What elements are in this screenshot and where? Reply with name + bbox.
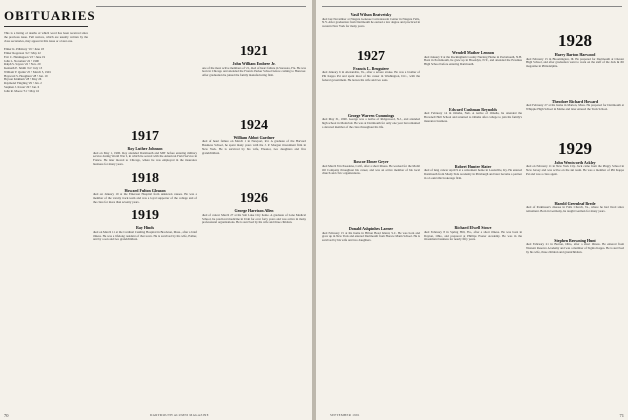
obituary-text: died March 8 in Pasadena, Calif., after a short illness. He worked for the Mobil Oil Company throughout his career, and was an active member of his local church and civic organizations. <box>322 163 420 176</box>
roster-item: Elmer K. Pillsbury '19 • June 18 <box>4 47 44 52</box>
year-heading-1921: 1921 <box>240 44 268 59</box>
roster-column <box>4 32 88 407</box>
obituary-text: died of heart failure on March 1 in Newport, R.I. A graduate of the Harvard Business School, he spent many years with the J. P. Morgan investment firm in New York. He is survived by his wife, Eleanor, two daughters and five grandchildren. <box>202 139 306 155</box>
obituary-text: died February 14 in Omaha, Neb. A native of Omaha, he attended the Brownell Hall School and returned to Omaha after college to join his family's insurance business. <box>424 111 522 123</box>
roster-item: Elmer Rogerson '22 • May 22 <box>4 51 41 55</box>
obituary-text: died on January 19 at the Emerson Hospital from unknown causes. He was a member of the varsity track team and was a loyal supporter of the college and of the class for more than seventy years. <box>93 192 197 204</box>
right-column-one <box>322 10 420 407</box>
year-heading-1919: 1919 <box>131 208 159 224</box>
obituary-name: George Harrison Allen <box>234 208 274 214</box>
roster-item: Hayward S. Houghton '28 • Jan. 19 <box>4 73 48 78</box>
obituary-text: one of the most active members of '21, died of heart failure in Sarasota, Fla. He was born in Chicago and attended the Francis Parker School before coming to Hanover. After graduation he joined the family manufacturing firm. <box>202 65 306 77</box>
obituary-name: Howard Fulton Gleason <box>124 187 166 193</box>
column-three <box>202 40 306 407</box>
roster-item: John R. Moore '31 • May 16 <box>4 88 40 93</box>
obituary-text: died January 6 in Alexandria, Va., after a severe stroke. He was a brother of Phi Kappa Psi and spent most of his career in Washington, D.C., with the federal government. He leaves his wife and two sons. <box>322 70 420 82</box>
obituary-name: Donald Ashpinhes Larner <box>348 226 394 231</box>
obituary-text: died on February 11 in New York City. Jack came from the Pingry School in New Jersey and was active on the ski team. He was a member of Phi Kappa Psi and was a class agent. <box>526 164 624 176</box>
obituary-name: William Abbot Gardner <box>233 134 275 140</box>
top-rule <box>322 6 622 7</box>
obituary-name: Vasil Wilson Bratvetsky <box>350 12 392 17</box>
obituary-name: Theodore Richard Howard <box>551 98 599 104</box>
roster-item: John L. Noroman '22 • 1990 <box>4 58 39 63</box>
obituary-text: died on May 1, 1990. Roy attended Dartmouth and MIT before entering military service during World War I, in which he served with the American Field Service in France. He later moved to Chicago, where he was employed in the insurance business for many years. <box>93 150 197 166</box>
roster-item: Stephen J. Kwan '29 • Jan. 6 <box>4 84 40 89</box>
year-heading-1924: 1924 <box>240 117 268 133</box>
obituary-name: Harry Barton Harwood <box>554 52 596 57</box>
obituary-text: died February 27 at his home in Marion, Mass. He prepared for Dartmouth at Whipple High School in Maine and later entered the Tuck School. <box>526 103 624 111</box>
year-heading-1926: 1926 <box>240 191 268 207</box>
roster-item: Raymond Yingling '29 • Jan. 2 <box>4 81 42 85</box>
year-heading-1917: 1917 <box>131 129 159 144</box>
obituary-text: died last November at Niagara Genesee Convalescent Center in Niagara Falls, N.Y. After graduation from Dartmouth he earned a law degree and practiced in western New York for many years. <box>322 16 420 28</box>
obituary-text: died of cancer March 27 at his Salt Lake City home. A graduate of Lane Medical School, he practiced medicine in Utah for over forty years and was active in many professional organizations. He is survived by his wife and three children. <box>202 212 306 225</box>
year-heading-1928: 1928 <box>558 31 592 50</box>
roster-item: Eric C. Hanmugson '23 • June 19 <box>4 54 46 59</box>
obituary-text: died of Parkinson's disease in Falls Church, Va., where he had lived since retirement. Born in Germany, he taught German for many years. <box>526 205 624 213</box>
obituary-name: George Warren Cummings <box>347 112 395 118</box>
column-two <box>93 125 197 407</box>
footer-magazine: DARTMOUTH ALUMNI MAGAZINE <box>150 413 209 417</box>
obituary-name: Wendell Mather Lennon <box>452 50 494 55</box>
page-number-left: 70 <box>4 413 9 418</box>
intro-text: This is a listing of deaths of which word has been received since the previous issue. Full notices, which are usually written by the class secretaries, may appear in this issue or a later one. <box>4 32 88 43</box>
roster-item: William Y. Quinn '25 • March 5, 1991 <box>4 69 51 74</box>
obituary-text: died February 8 in Spring Hill, Fla., after a short illness. He was born in Dayton, Ohio, and prepared at Phillips Exeter Academy. He was in the investment business for nearly fifty years. <box>424 229 522 242</box>
obituary-name: John William Embree Jr. <box>232 61 276 66</box>
obituary-name: Roscoe Elmer Geyer <box>353 159 389 165</box>
section-title: OBITUARIES <box>4 8 96 23</box>
obituary-text: died February 15 at his home in Hilton Head Island, S.C. He was born and grew up in New York and entered Dartmouth from Horace Mann School. He is survived by his wife and two daughters. <box>322 230 420 242</box>
obituary-text: died February 15 in Bloomington, Ill. He prepared for Dartmouth at Chester High School, and after graduation went to work on the staff of the Jack & Jill magazine in Philadelphia. <box>526 56 624 68</box>
roster-item: Bryson Kirkham '28 • May 26 <box>4 77 42 82</box>
title-rule <box>4 26 88 27</box>
obituary-text: died January 9 at the Rockingham County Nursing Home in Portsmouth, N.H. Born in Portsmouth, he grew up in Brooklyn, N.Y., and attended the Erasmus High School before entering Dartmouth. <box>424 54 522 66</box>
right-page <box>316 0 628 420</box>
obituary-text: died of lung cancer April 9 at a retirement home in Louisville, Ky. He entered Dartmouth from Shady Side Academy in Pittsburgh and later became a partner in a Louisville brokerage firm. <box>424 168 522 180</box>
obituary-name: Edward Cushman Reynolds <box>448 106 497 112</box>
obituary-name: Ray Hinds <box>135 225 155 231</box>
roster-item: Kenneth E. Smith '24 • July 13 <box>4 66 43 70</box>
obituary-name: Francis L. Bruguiere <box>353 65 389 71</box>
year-heading-1929: 1929 <box>558 138 592 158</box>
year-heading-1927: 1927 <box>357 48 385 64</box>
obituary-name: Harold Greenleaf Brede <box>554 200 596 206</box>
year-heading-1918: 1918 <box>131 170 159 186</box>
obituary-name: Richard Elwell Stowe <box>454 225 492 231</box>
obituary-name: Roy Luther Johnson <box>127 146 163 151</box>
obituary-name: Robert Hunter Slater <box>454 163 492 169</box>
obituary-name: Stephen Browning Hunt <box>554 237 596 243</box>
right-column-two <box>424 10 522 407</box>
page-number-right: 71 <box>619 413 624 418</box>
left-page <box>0 0 312 420</box>
top-rule <box>96 6 306 7</box>
footer-date: SEPTEMBER 1991 <box>330 413 360 417</box>
obituary-text: died on March 11 at the Cardinal Cushing Hospital in Brockton, Mass., after a brief illness. He was a lifelong resident of that town. He is survived by his wife, Esther, and by a son and two grandchildren. <box>93 229 197 242</box>
roster-item: Ralph S. Sayres '22 • Nov. 20 <box>4 62 41 67</box>
right-column-three <box>526 10 624 407</box>
obituary-text: died May 31, 1990. George was a native of Ridgewood, N.J., and attended high school in Montclair. He was at Dartmouth for only one year but remained a devoted member of the class throughout his life. <box>322 117 420 129</box>
obituary-text: died February 21 in Burton, Ohio, after a short illness. He entered from Western Reserve Academy and was a member of Sigma Kappa. He is survived by his wife, three children and grandchildren. <box>526 242 624 254</box>
obituary-name: John Wentworth Ackley <box>554 159 596 165</box>
